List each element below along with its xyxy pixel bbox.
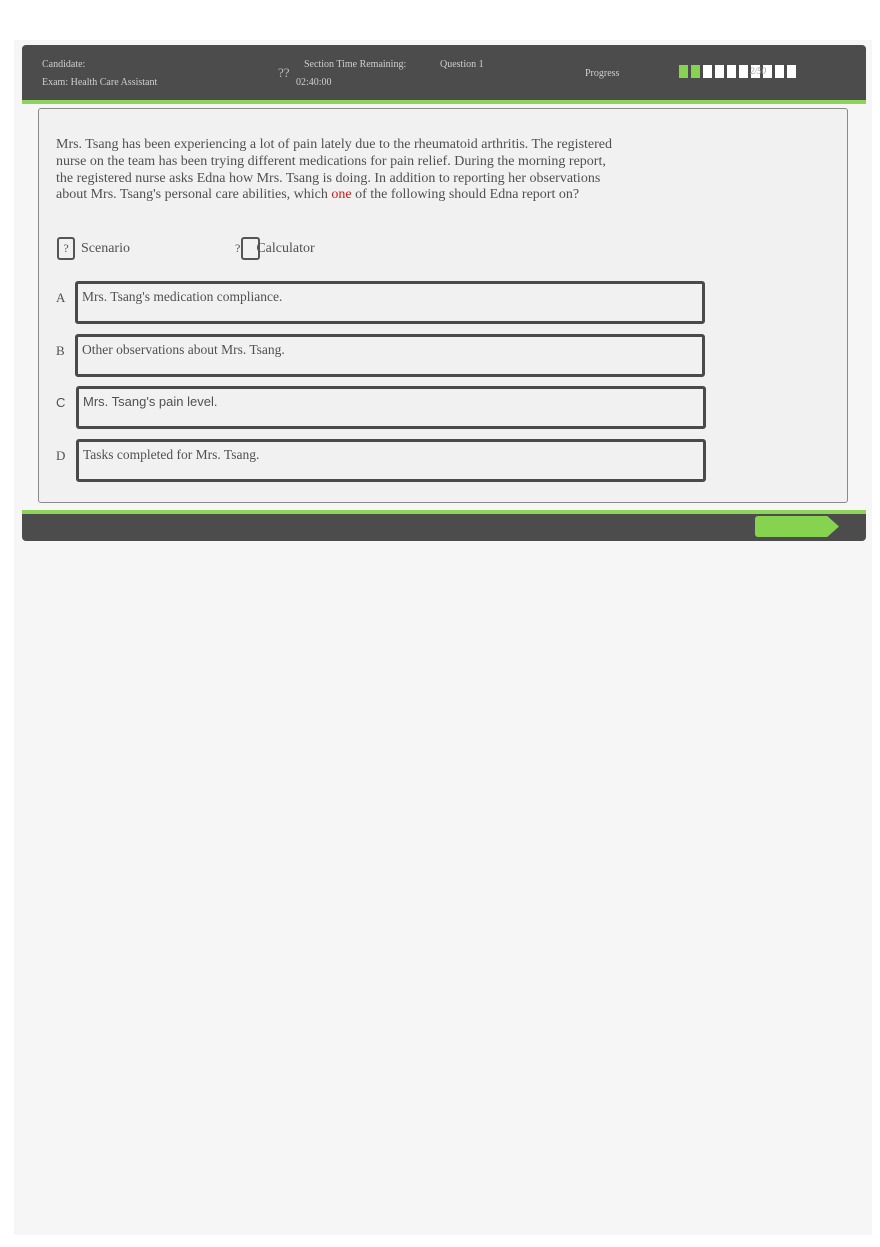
progress-segment [739,65,748,78]
calculator-icon: ? [235,241,241,255]
exam-header [22,45,866,104]
option-b[interactable]: Other observations about Mrs. Tsang. [75,334,705,377]
exam-window [22,45,866,463]
exam-name: Exam: Health Care Assistant [42,77,158,88]
option-letter-d: D [56,448,66,463]
progress-segment [679,65,688,78]
progress-segment [703,65,712,78]
question-panel [38,108,848,503]
help-icon[interactable]: ?? [278,65,290,80]
question-text-before: Mrs. Tsang has been experiencing a lot of pain lately due to the rheumatoid arthritis. The registered nurse on the team has been trying different medications for pain relief. During the morning report, the registered nurse asks Edna how Mrs. Tsang is doing. In addition to reporting her observations about Mrs. Tsang's personal care abilities, which [56,137,613,203]
scenario-button[interactable] [57,237,130,260]
option-d[interactable]: Tasks completed for Mrs. Tsang. [76,439,706,482]
progress-segment [727,65,736,78]
question-highlight: one [331,187,352,203]
option-letter-a: A [56,290,66,305]
question-text-after: of the following should Edna report on? [351,187,580,203]
candidate-label: Candidate: [42,59,86,70]
question-text [56,137,616,204]
time-remaining-value: 02:40:00 [296,77,332,88]
calculator-button[interactable] [235,237,315,260]
progress-bar [679,65,796,78]
calculator-label: Calculator [256,240,315,256]
progress-segment [787,65,796,78]
exam-footer [22,510,866,541]
progress-segment [775,65,784,78]
progress-segment [691,65,700,78]
question-number: Question 1 [440,59,484,70]
scenario-icon: ? [57,237,75,260]
option-letter-b: B [56,343,65,358]
option-c[interactable]: Mrs. Tsang's pain level. [76,386,706,429]
scenario-label: Scenario [81,240,130,256]
time-remaining-label: Section Time Remaining: [304,59,407,70]
option-letter-c: C [56,395,66,410]
progress-label: Progress [585,68,620,79]
option-a[interactable]: Mrs. Tsang's medication compliance. [75,281,705,324]
next-button[interactable] [755,516,839,537]
progress-count: 2/50 [750,66,767,76]
progress-segment [715,65,724,78]
